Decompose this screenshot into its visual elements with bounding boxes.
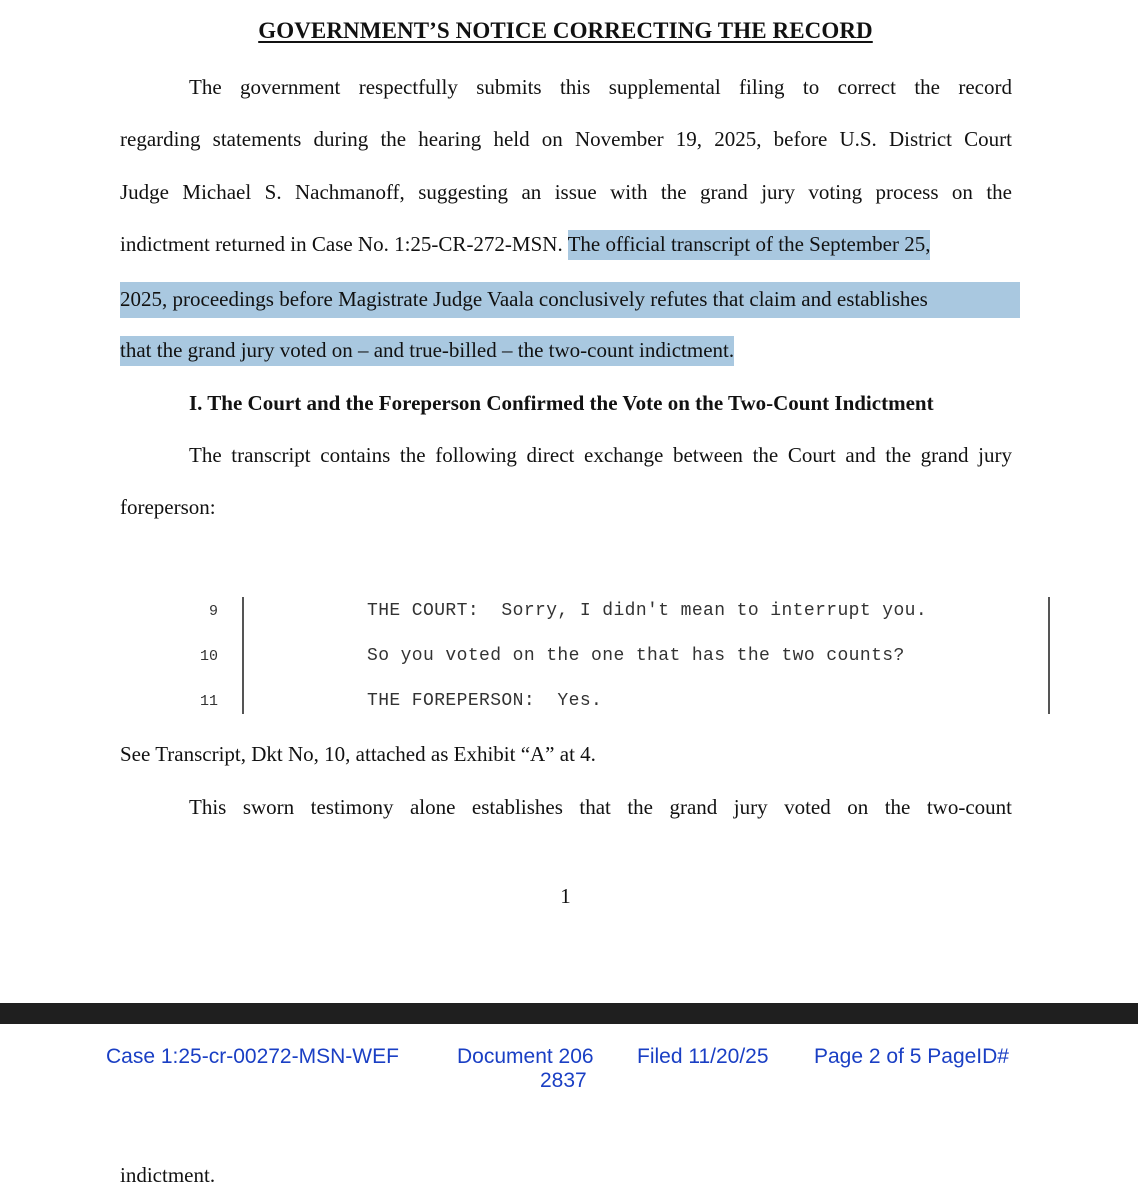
paragraph-1-line-5: [120, 282, 1012, 318]
paragraph-1-line-6: [120, 335, 1012, 365]
transcript-line-text: THE COURT: Sorry, I didn't mean to interrupt you.: [367, 601, 928, 621]
page-title: GOVERNMENT’S NOTICE CORRECTING THE RECORD: [258, 18, 873, 43]
page-count: Page 2 of 5 PageID#: [814, 1045, 1009, 1068]
transcript-line-number: 10: [199, 648, 218, 665]
page-id: 2837: [540, 1069, 587, 1092]
paragraph-1-line-4-text: indictment returned in Case No. 1:25-CR-272-MSN.: [120, 232, 568, 256]
paragraph-3-line-1: This sworn testimony alone establishes that the grand jury voted on the two-count: [189, 795, 1012, 819]
document-number: Document 206: [457, 1045, 594, 1068]
paragraph-1-line-2: regarding statements during the hearing held on November 19, 2025, before U.S. District Court: [120, 127, 1012, 151]
transcript-right-rule: [1048, 597, 1050, 714]
highlighted-text[interactable]: that the grand jury voted on – and true-billed – the two-count indictment.: [120, 336, 734, 366]
filed-date: Filed 11/20/25: [637, 1045, 769, 1068]
paragraph-1-line-4: [120, 229, 1012, 259]
paragraph-1-line-3: Judge Michael S. Nachmanoff, suggesting an issue with the grand jury voting process on the: [120, 180, 1012, 204]
paragraph-2-line-2: foreperson:: [120, 495, 216, 519]
transcript-citation: See Transcript, Dkt No, 10, attached as Exhibit “A” at 4.: [120, 742, 596, 766]
case-number: Case 1:25-cr-00272-MSN-WEF: [106, 1045, 399, 1068]
transcript-line-text: So you voted on the one that has the two counts?: [367, 646, 905, 666]
paragraph-2-line-1: The transcript contains the following direct exchange between the Court and the grand jury: [189, 443, 1012, 467]
paragraph-1-line-1: The government respectfully submits this supplemental filing to correct the record: [189, 75, 1012, 99]
highlighted-text[interactable]: The official transcript of the September 25,: [568, 230, 931, 260]
highlighted-text[interactable]: 2025, proceedings before Magistrate Judge Vaala conclusively refutes that claim and establishes: [120, 282, 1020, 318]
section-heading: I. The Court and the Foreperson Confirmed the Vote on the Two-Count Indictment: [189, 391, 934, 415]
page-separator: [0, 1003, 1138, 1024]
page-number: 1: [560, 884, 571, 908]
paragraph-3-continued: indictment.: [120, 1163, 216, 1187]
transcript-line-number: 11: [199, 693, 218, 710]
transcript-line-text: THE FOREPERSON: Yes.: [367, 691, 603, 711]
transcript-line-number: 9: [208, 603, 218, 620]
transcript-left-rule: [242, 597, 244, 714]
